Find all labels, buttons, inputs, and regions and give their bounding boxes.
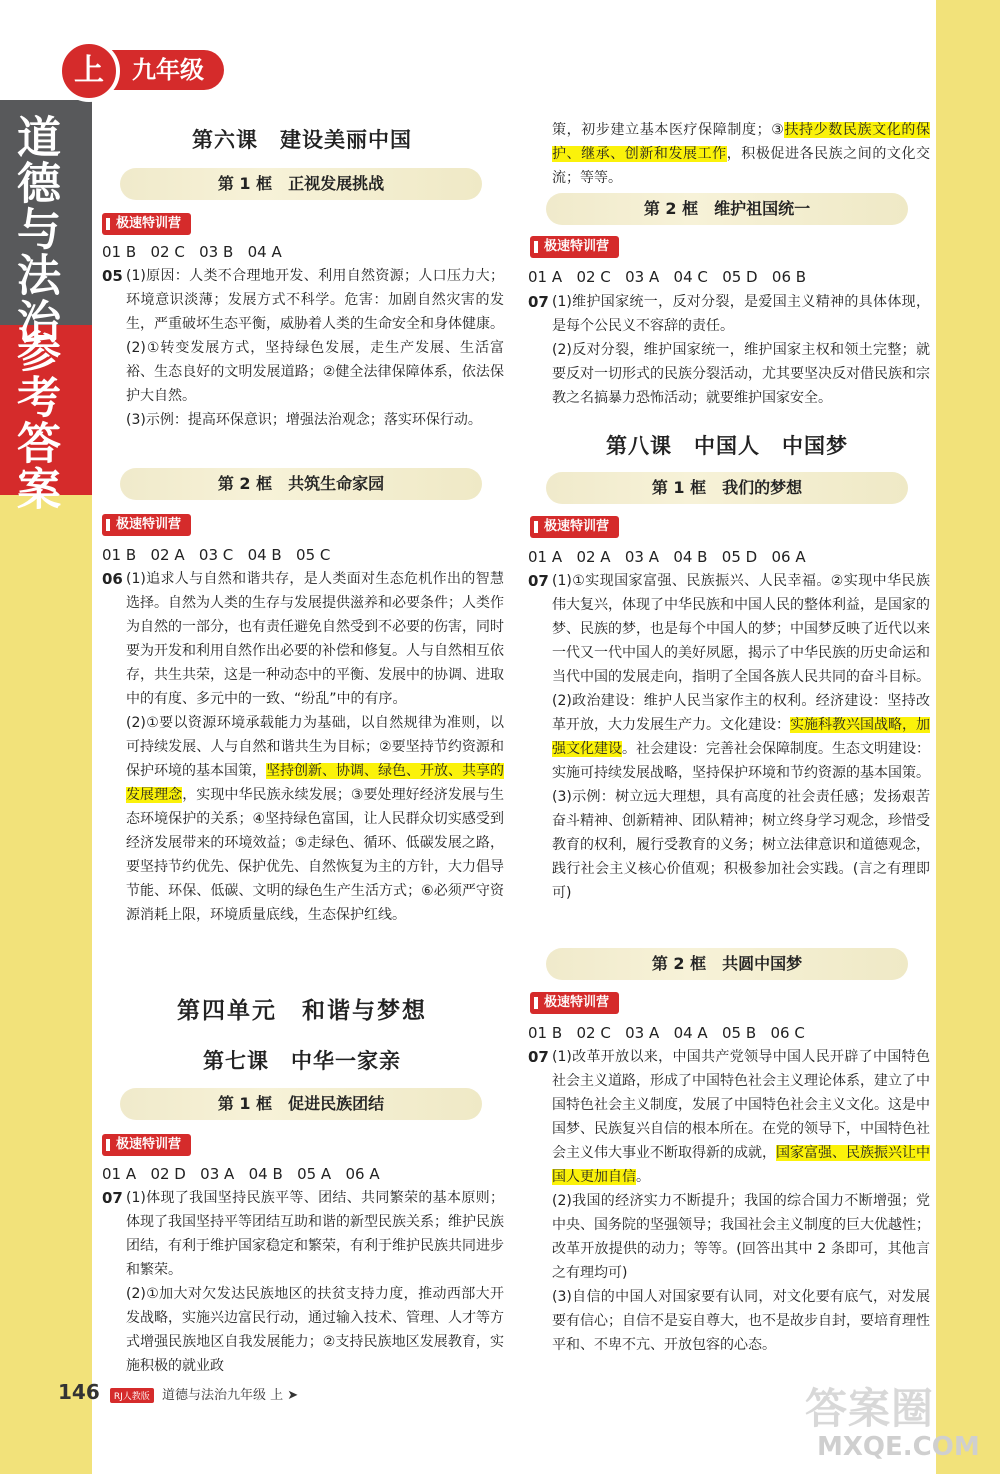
answer-item: 02 C (576, 1024, 611, 1042)
lesson7-title: 第七课 中华一家亲 (203, 1049, 401, 1073)
left-column (98, 0, 506, 1380)
answer-item: 02 A (576, 548, 611, 566)
watermark-text: 答案圈 (805, 1384, 935, 1433)
lesson8-title: 第八课 中国人 中国梦 (606, 434, 848, 458)
l7f1-badge: 极速特训营 (102, 1134, 191, 1156)
answer-paragraph (126, 711, 504, 927)
answer-item: 03 B (199, 243, 234, 261)
sidebar-subject: 道德与法治 (9, 114, 60, 344)
watermark-logo (805, 1376, 980, 1472)
answer-item: 03 A (200, 1165, 235, 1183)
grade-label: 九年级 (106, 50, 224, 90)
question-number: 06 (102, 570, 123, 588)
answer-item: 02 D (150, 1165, 186, 1183)
l8f2-frame-title: 第 2 框 共圆中国梦 (546, 948, 908, 980)
answer-text: (2)政治建设：维护人民当家作主的权利。经济建设：坚持改革开放，大力发展生产力。文化建设： (552, 693, 930, 733)
arrow-icon: ➤ (287, 1388, 299, 1403)
answer-paragraph: (1)原因：人类不合理地开发、利用自然资源；人口压力大；环境意识淡薄；发展方式不科学。危害：加剧自然灾害的发生，严重破坏生态平衡，威胁着人类的生命安全和身体健康。 (126, 268, 504, 332)
highlighted-text: 实施科教兴国战略，加强文化建设 (552, 717, 930, 757)
l6f1-answers (102, 240, 282, 264)
l6f2-frame-title: 第 2 框 共筑生命家园 (120, 468, 482, 500)
l8f2-badge: 极速特训营 (530, 992, 619, 1014)
answer-item: 04 C (673, 268, 708, 286)
l7f1-q07-answer (126, 1186, 504, 1378)
answer-paragraph (552, 689, 930, 785)
answer-paragraph: (3)示例：提高环保意识；增强法治观念；落实环保行动。 (126, 412, 482, 428)
l8f2-q07-answer (552, 1045, 930, 1357)
l7f1-frame-title: 第 1 框 促进民族团结 (120, 1088, 482, 1120)
answer-text: ，积极促进各民族之间的文化交流；等等。 (552, 146, 931, 186)
page-footer (58, 1380, 298, 1404)
answer-item: 06 B (771, 268, 807, 286)
unit4-title: 第四单元 和谐与梦想 (177, 998, 427, 1024)
answer-text: ，实现中华民族永续发展；③要处理好经济发展与生态环境保护的关系；④坚持绿色富国，让人民群众切实感受到经济发展带来的环境效益；⑤走绿色、循环、低碳发展之路，要坚持节约优先、保护优先、自然恢复为主的方针，大力倡导节能、环保、低碳、文明的绿色生产生活方式；⑥必须严守资源消耗上限，环境质量底线，生态保护红线。 (126, 787, 505, 923)
answer-item: 06 A (345, 1165, 380, 1183)
answer-text: (2)①要以资源环境承载能力为基础，以自然规律为准则，以可持续发展、人与自然和谐共生为目标；②要坚持节约资源和保护环境的基本国策， (126, 715, 504, 779)
question-number: 07 (528, 572, 549, 590)
answer-item: 03 A (624, 548, 659, 566)
answer-paragraph: (2)反对分裂，维护国家统一，维护国家主权和领土完整；就要反对一切形式的民族分裂活动，尤其要坚决反对借民族和宗教之名搞暴力恐怖活动；就要维护国家安全。 (552, 342, 930, 406)
l7f2-q07-answer (552, 290, 930, 410)
answer-item: 04 B (673, 548, 708, 566)
answer-item: 05 C (296, 546, 331, 564)
question-number: 07 (528, 293, 549, 311)
question-number: 07 (528, 1048, 549, 1066)
answer-item: 06 C (770, 1024, 805, 1042)
l8f1-badge: 极速特训营 (530, 516, 619, 538)
lesson6-title: 第六课 建设美丽中国 (192, 128, 412, 152)
highlighted-text: 坚持创新、协调、绿色、开放、共享的发展理念 (126, 763, 504, 803)
answer-paragraph: (2)①转变发展方式，坚持绿色发展，走生产发展、生活富裕、生态良好的文明发展道路；②健全法律保障体系，依法保护大自然。 (126, 340, 504, 404)
answer-item: 03 A (625, 1024, 660, 1042)
l6f1-q05-answer (126, 264, 504, 432)
answer-paragraph: (2)我国的经济实力不断提升；我国的综合国力不断增强；党中央、国务院的坚强领导；我国社会主义制度的巨大优越性；改革开放提供的动力；等等。(回答出其中 2 条即可，其他言之有理均可) (552, 1193, 930, 1281)
answer-item: 01 B (102, 243, 137, 261)
answer-item: 02 C (150, 243, 185, 261)
l8f1-answers (528, 545, 806, 569)
l6f1-frame-title: 第 1 框 正视发展挑战 (120, 168, 482, 200)
question-number: 05 (102, 267, 123, 285)
answer-paragraph: (3)自信的中国人对国家要有认同，对文化要有底气，对发展要有信心；自信不是妄自尊大，也不是故步自封，要培育理性平和、不卑不亢、开放包容的心态。 (552, 1289, 930, 1353)
highlighted-text: 国家富强、民族振兴让中国人更加自信 (552, 1145, 930, 1185)
answer-item: 02 A (150, 546, 185, 564)
answer-item: 01 A (528, 268, 563, 286)
answer-item: 01 B (528, 1024, 563, 1042)
answer-text: 。社会建设：完善社会保障制度。生态文明建设：实施可持续发展战略，坚持保护环境和节约资源的基本国策。 (552, 741, 930, 781)
l8f1-frame-title: 第 1 框 我们的梦想 (546, 472, 908, 504)
highlighted-text: 扶持少数民族文化的保护、继承、创新和发展工作 (552, 122, 930, 162)
l7f1-answers (102, 1162, 380, 1186)
l6f2-answers (102, 543, 330, 567)
volume-circle: 上 (58, 40, 120, 102)
left-decor-stripe (0, 470, 92, 1474)
sidebar-section: 参考答案 (9, 328, 60, 512)
edition-tag: RJ人教版 (110, 1388, 154, 1403)
answer-item: 04 A (673, 1024, 708, 1042)
answer-item: 04 A (247, 243, 282, 261)
l6f2-badge: 极速特训营 (102, 514, 191, 536)
right-column (524, 0, 930, 1380)
l8f1-q07-answer (552, 569, 930, 905)
answer-item: 05 A (297, 1165, 332, 1183)
answer-item: 05 B (722, 1024, 757, 1042)
l7f2-answers (528, 265, 806, 289)
answer-paragraph: (2)①加大对欠发达民族地区的扶贫支持力度，推动西部大开发战略，实施兴边富民行动，通过输入技术、管理、人才等方式增强民族地区自我发展能力；②支持民族地区发展教育，实施积极的就业政 (126, 1286, 504, 1374)
answer-paragraph: (1)体现了我国坚持民族平等、团结、共同繁荣的基本原则；体现了我国坚持平等团结互助和谐的新型民族关系；维护民族团结，有利于维护国家稳定和繁荣，有利于维护民族共同进步和繁荣。 (126, 1190, 504, 1278)
book-title: 道德与法治九年级 (161, 1388, 266, 1403)
question-number: 07 (102, 1189, 123, 1207)
answer-item: 03 C (198, 546, 234, 564)
answer-item: 01 A (102, 1165, 137, 1183)
answer-item: 06 A (771, 548, 806, 566)
answer-text: 策，初步建立基本医疗保障制度；③ (552, 122, 785, 138)
page-number: 146 (58, 1380, 100, 1404)
answer-paragraph: (1)追求人与自然和谐共存，是人类面对生态危机作出的智慧选择。自然为人类的生存与发展提供滋养和必要条件；人类作为自然的一部分，也有责任避免自然受到不必要的伤害，同时要为开发和利用自然作出必要的补偿和修复。人与自然相互依存，共生共荣，这是一种动态中的平衡、发展中的协调、进取中的有度、多元中的一致、“纷乱”中的有序。 (126, 571, 504, 707)
answer-item: 05 D (722, 268, 758, 286)
answer-item: 05 D (721, 548, 758, 566)
answer-paragraph: (1)维护国家统一，反对分裂，是爱国主义精神的具体体现，是每个公民义不容辞的责任。 (552, 294, 930, 334)
answer-paragraph: (3)示例：树立远大理想，具有高度的社会责任感；发扬艰苦奋斗精神、创新精神、团队精神；树立终身学习观念，珍惜受教育的权利，履行受教育的义务；树立法律意识和道德观念，践行社会主义核心价值观；积极参加社会实践。(言之有理即可) (552, 789, 930, 901)
volume-mark: 上 (270, 1388, 284, 1403)
l6f1-badge: 极速特训营 (102, 213, 191, 235)
l8f2-answers (528, 1021, 805, 1045)
answer-item: 03 A (625, 268, 660, 286)
answer-text: (1)改革开放以来，中国共产党领导中国人民开辟了中国特色社会主义道路，形成了中国特色社会主义理论体系，建立了中国特色社会主义制度，发展了中国特色社会主义文化。这是中国梦、民族复兴自信的根本所在。在党的领导下，中国特色社会主义伟大事业不断取得新的成就， (552, 1049, 930, 1161)
answer-item: 01 A (528, 548, 563, 566)
answer-text: 。 (636, 1169, 650, 1185)
l7f1-q07-continued (552, 118, 930, 190)
watermark-url: MXQE.COM (817, 1432, 980, 1462)
answer-item: 04 B (247, 546, 282, 564)
answer-item: 01 B (102, 546, 137, 564)
l7f2-badge: 极速特训营 (530, 236, 619, 258)
answer-paragraph: (1)①实现国家富强、民族振兴、人民幸福。②实现中华民族伟大复兴，体现了中华民族和中国人民的整体利益，是国家的梦、民族的梦，也是每个中国人的梦；中国梦反映了近代以来一代又一代中国人的美好夙愿，揭示了中华民族的历史命运和当代中国的发展走向，指明了全国各族人民共同的奋斗目标。 (552, 573, 930, 685)
answer-item: 02 C (576, 268, 611, 286)
answer-paragraph (552, 1045, 930, 1189)
l6f2-q06-answer (126, 567, 504, 927)
answer-item: 04 B (248, 1165, 283, 1183)
right-decor-stripe (936, 0, 1000, 1474)
l7f2-frame-title: 第 2 框 维护祖国统一 (546, 193, 908, 225)
